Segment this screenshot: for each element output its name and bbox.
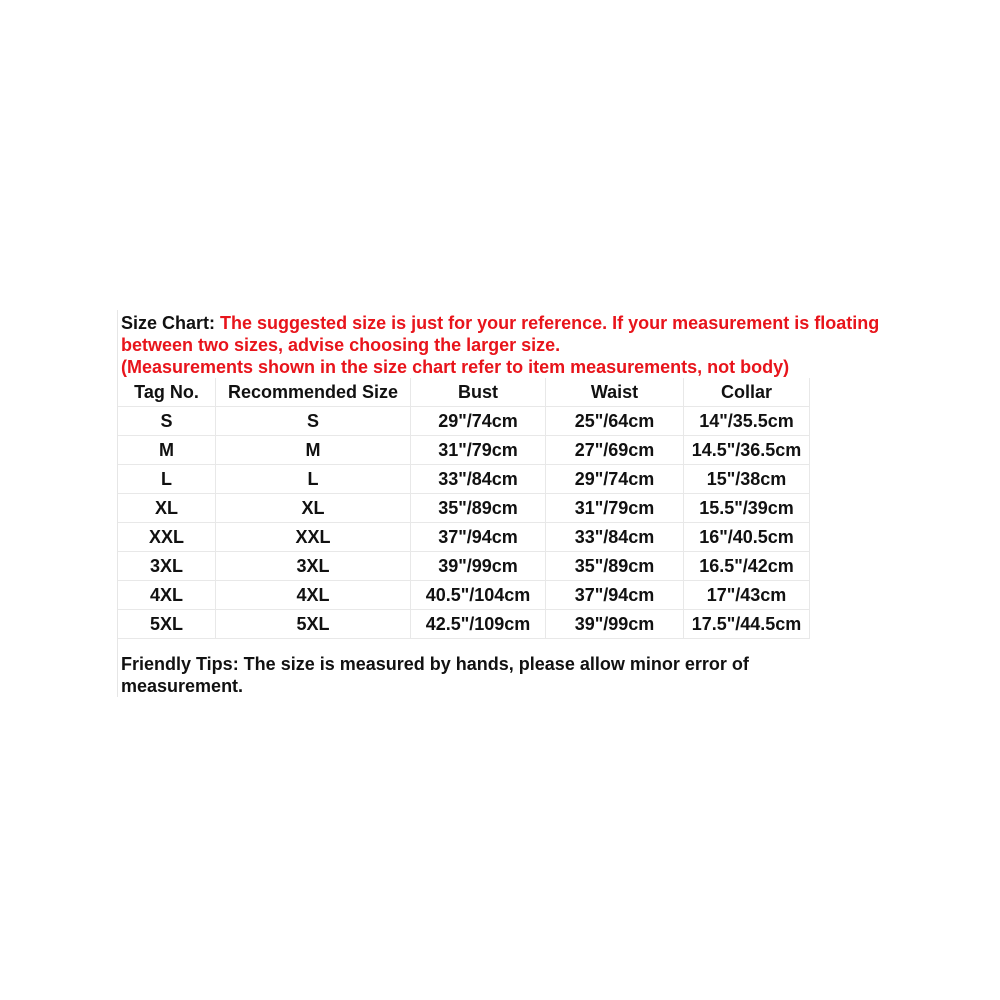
cell-bust: 39"/99cm: [411, 552, 546, 581]
column-header-tag-no: Tag No.: [118, 378, 216, 407]
column-header-collar: Collar: [684, 378, 810, 407]
cell-collar: 15.5"/39cm: [684, 494, 810, 523]
cell-collar: 17.5"/44.5cm: [684, 610, 810, 639]
size-chart-label: Size Chart:: [121, 313, 216, 333]
cell-waist: 31"/79cm: [546, 494, 684, 523]
cell-bust: 42.5"/109cm: [411, 610, 546, 639]
cell-bust: 29"/74cm: [411, 407, 546, 436]
cell-waist: 35"/89cm: [546, 552, 684, 581]
cell-collar: 14.5"/36.5cm: [684, 436, 810, 465]
size-note: The suggested size is just for your reference. If your measurement is floating between two sizes, advise choosing the larger size.: [121, 313, 880, 355]
column-header-bust: Bust: [411, 378, 546, 407]
cell-bust: 33"/84cm: [411, 465, 546, 494]
cell-bust: 31"/79cm: [411, 436, 546, 465]
cell-waist: 29"/74cm: [546, 465, 684, 494]
cell-waist: 27"/69cm: [546, 436, 684, 465]
table-row: [118, 552, 810, 581]
table-row: [118, 465, 810, 494]
table-row: [118, 436, 810, 465]
cell-tag-no: S: [118, 407, 216, 436]
cell-collar: 16.5"/42cm: [684, 552, 810, 581]
cell-collar: 17"/43cm: [684, 581, 810, 610]
cell-tag-no: 4XL: [118, 581, 216, 610]
size-table: [118, 378, 810, 639]
cell-bust: 35"/89cm: [411, 494, 546, 523]
cell-tag-no: XL: [118, 494, 216, 523]
cell-recommended-size: M: [216, 436, 411, 465]
table-row: [118, 581, 810, 610]
column-header-waist: Waist: [546, 378, 684, 407]
cell-waist: 37"/94cm: [546, 581, 684, 610]
cell-bust: 37"/94cm: [411, 523, 546, 552]
cell-recommended-size: S: [216, 407, 411, 436]
cell-bust: 40.5"/104cm: [411, 581, 546, 610]
cell-recommended-size: XL: [216, 494, 411, 523]
cell-collar: 16"/40.5cm: [684, 523, 810, 552]
cell-tag-no: 3XL: [118, 552, 216, 581]
cell-recommended-size: 3XL: [216, 552, 411, 581]
cell-recommended-size: L: [216, 465, 411, 494]
table-header-row: [118, 378, 810, 407]
cell-collar: 14"/35.5cm: [684, 407, 810, 436]
cell-collar: 15"/38cm: [684, 465, 810, 494]
cell-tag-no: XXL: [118, 523, 216, 552]
table-row: [118, 494, 810, 523]
cell-waist: 33"/84cm: [546, 523, 684, 552]
size-chart-sheet: [117, 310, 888, 697]
cell-recommended-size: 4XL: [216, 581, 411, 610]
friendly-tips: Friendly Tips: The size is measured by hands, please allow minor error of measurement.: [121, 654, 749, 696]
cell-tag-no: M: [118, 436, 216, 465]
table-row: [118, 407, 810, 436]
cell-waist: 25"/64cm: [546, 407, 684, 436]
cell-recommended-size: 5XL: [216, 610, 411, 639]
column-header-recommended-size: Recommended Size: [216, 378, 411, 407]
table-row: [118, 610, 810, 639]
size-chart-header: [118, 310, 888, 378]
cell-tag-no: 5XL: [118, 610, 216, 639]
cell-tag-no: L: [118, 465, 216, 494]
table-row: [118, 523, 810, 552]
cell-recommended-size: XXL: [216, 523, 411, 552]
measurement-note: (Measurements shown in the size chart refer to item measurements, not body): [121, 357, 790, 377]
cell-waist: 39"/99cm: [546, 610, 684, 639]
